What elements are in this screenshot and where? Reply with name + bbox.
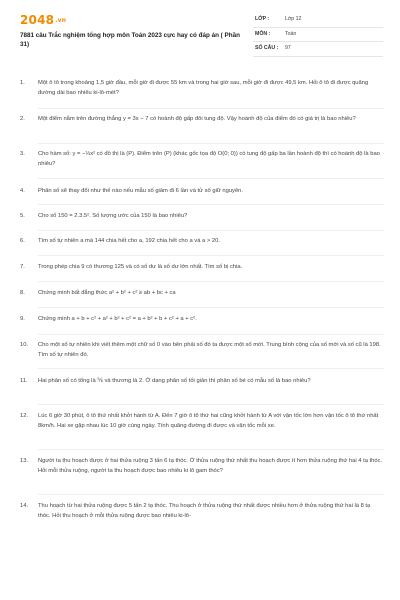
question-number: 5. [20, 213, 25, 219]
question-11 [20, 377, 384, 387]
meta-label-subject: MÔN : [255, 30, 271, 37]
meta-label-grade: LỚP : [255, 16, 270, 22]
question-10 [20, 341, 384, 360]
question-3 [20, 150, 384, 169]
question-number: 7. [20, 264, 25, 270]
divider [38, 449, 384, 450]
question-text: Lúc 6 giờ 30 phút, ô tô thứ nhất khởi hành từ A. Đến 7 giờ ô tô thứ hai cũng khởi hành từ A với vận tốc lớn hơn vận tốc ô tô thứ nhất 8km/h. Hai xe gặp nhau lúc 10 giờ cùng ngày. Tính quãng đường đi được và vận tốc mỗi xe. [38, 413, 379, 429]
question-text: Trong phép chia 9 có thương 125 và có số dư là số dư lớn nhất. Tìm số bị chia. [38, 264, 243, 270]
meta-table [253, 13, 383, 57]
meta-row-subject [253, 28, 383, 43]
divider [38, 368, 384, 369]
divider [38, 143, 384, 144]
question-number: 13. [20, 458, 29, 464]
question-number: 4. [20, 188, 25, 194]
question-6 [20, 237, 384, 247]
divider [38, 307, 384, 308]
question-number: 6. [20, 238, 25, 244]
question-text: Cho một số tự nhiên khi viết thêm một chữ số 0 vào bên phải số đó ta được một số mới. Trung bình cộng của số mới và số cũ là 198. Tìm số tự nhiên đó. [38, 342, 381, 358]
page-header [0, 0, 400, 62]
question-text: Thu hoạch từ hai thửa ruộng được 5 tấn 2 tạ thóc. Thu hoạch ở thửa ruộng thứ nhất được nhiều hơn ở thửa ruộng thứ hai là 8 tạ thóc. Hỏi thu hoạch ở mỗi thửa ruộng được bao nhiêu ki-lô- [38, 503, 371, 519]
divider [38, 494, 384, 495]
question-4 [20, 187, 384, 197]
question-text: Tìm số tự nhiên a mà 144 chia hết cho a, 192 chia hết cho a và a > 20. [38, 238, 220, 244]
divider [38, 230, 384, 231]
divider [38, 404, 384, 405]
question-number: 3. [20, 151, 25, 157]
question-number: 2. [20, 116, 25, 122]
question-number: 12. [20, 413, 29, 419]
question-5 [20, 212, 384, 222]
question-number: 8. [20, 290, 25, 296]
logo-tld: .vn [55, 17, 67, 24]
question-12 [20, 412, 384, 431]
meta-row-grade [253, 13, 383, 28]
question-8 [20, 289, 384, 299]
meta-value-count: 97 [285, 45, 291, 51]
question-number: 1. [20, 80, 25, 86]
question-text: Một ô tô trong khoảng 1,5 giờ đầu, mỗi giờ đi được 55 km và trong hai giờ sau, mỗi giờ đi được 49,5 km. Hỏi ô tô đi được quãng đường dài bao nhiêu ki-lô-mét? [38, 80, 369, 96]
site-logo[interactable] [20, 13, 66, 27]
question-2 [20, 115, 384, 125]
meta-value-grade: Lớp 12 [285, 16, 302, 22]
divider [38, 178, 384, 179]
divider [38, 204, 384, 205]
divider [38, 108, 384, 109]
question-number: 11. [20, 378, 28, 384]
document-title: 7881 câu Trắc nghiệm tổng hợp môn Toán 2023 cực hay có đáp án ( Phần 31) [20, 32, 240, 48]
meta-label-count: SỐ CÂU : [255, 45, 279, 51]
question-text: Người ta thu hoạch được ở hai thửa ruộng 3 tấn 6 tạ thóc. Ở thửa ruộng thứ nhất thu hoạch được ít hơn thửa ruộng thứ hai 4 tạ thóc. Hỏi mỗi thửa ruộng, người ta thu hoạch được bao nhiêu ki lô gam thóc? [38, 458, 383, 474]
question-14 [20, 502, 384, 521]
question-text: Phân số sẽ thay đổi như thế nào nếu mẫu số giảm đi 6 lần và tử số giữ nguyên. [38, 188, 243, 194]
question-number: 14. [20, 503, 29, 509]
question-text: Hai phân số có tổng là ⅚ và thương là 2. Ở dạng phân số tối giản thì phân số bé có mẫu số là bao nhiêu? [38, 378, 311, 384]
question-text: Cho số 150 = 2.3.5². Số lượng ước của 150 là bao nhiêu? [38, 213, 188, 219]
question-7 [20, 263, 384, 273]
question-13 [20, 457, 384, 476]
meta-value-subject: Toán [285, 30, 297, 37]
question-1 [20, 79, 384, 98]
question-text: Cho hàm số: y = −⅓x² có đồ thị là (P). Điểm trên (P) (khác gốc tọa độ O(0; 0)) có tung độ gấp ba lần hoành độ thì có hoành độ là bao nhiêu? [38, 151, 380, 167]
question-number: 9. [20, 316, 25, 322]
question-text: Một điểm nằm trên đường thẳng y = 3x − 7 có hoành độ gấp đôi tung độ. Vậy hoành độ của điểm đó có giá trị là bao nhiêu? [38, 116, 356, 122]
divider [38, 255, 384, 256]
divider [38, 334, 384, 335]
question-number: 10. [20, 342, 29, 348]
question-text: Chứng minh a + b + c² + a² + b² + c² = a + b² + b + c² + a + c². [38, 316, 197, 322]
meta-row-count [253, 42, 383, 57]
logo-text: 2048 [20, 13, 55, 27]
divider [38, 281, 384, 282]
question-text: Chứng minh bất đẳng thức a² + b² + c² ≥ ab + bc + ca [38, 290, 176, 296]
question-9 [20, 315, 384, 325]
